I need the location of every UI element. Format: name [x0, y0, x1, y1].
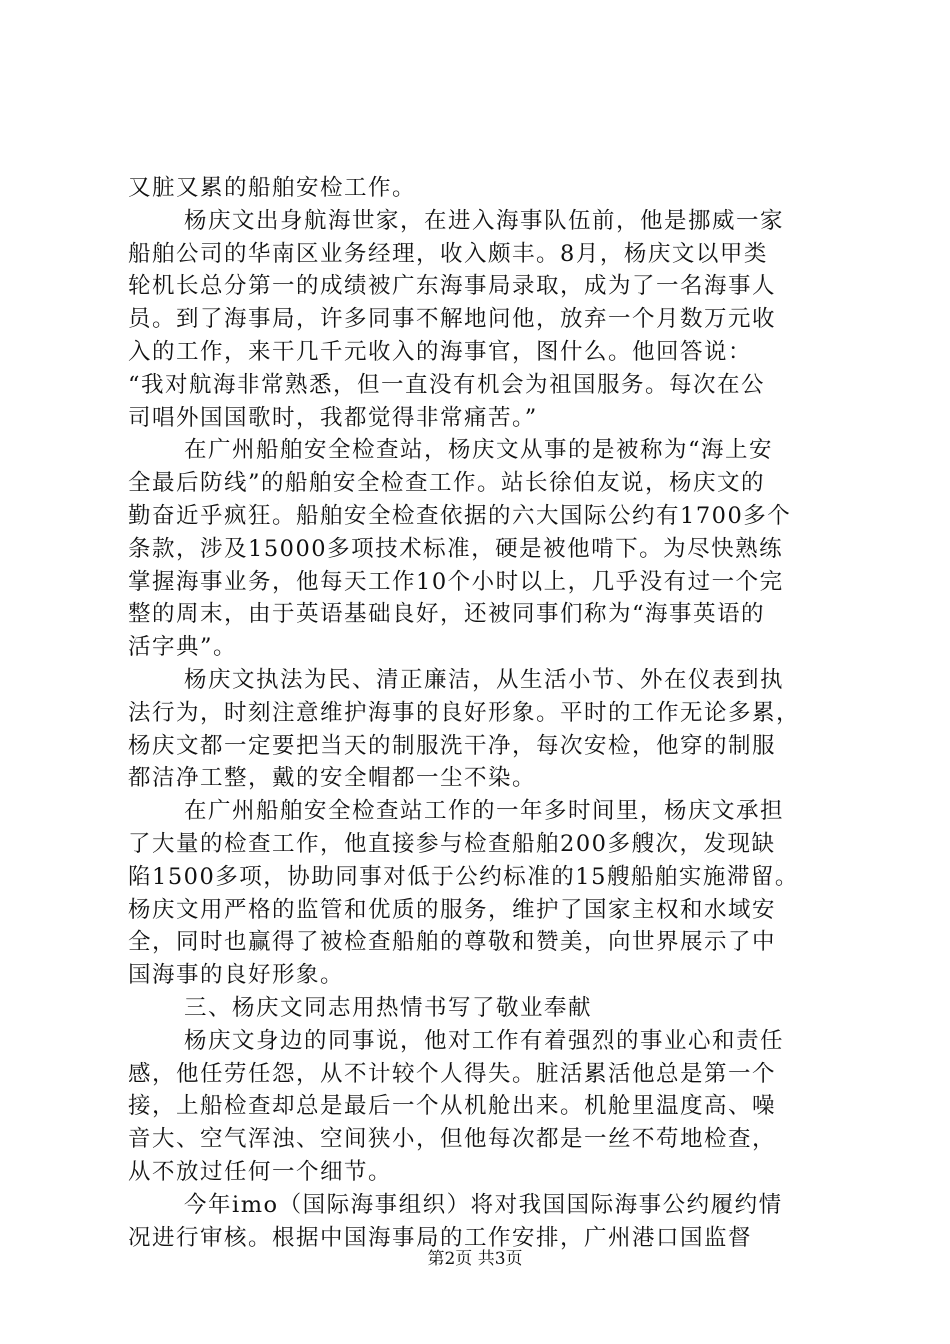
- text-line: 入的工作，来干几千元收入的海事官，图什么。他回答说：: [128, 338, 753, 365]
- text-line: 员。到了海事局，许多同事不解地问他，放弃一个月数万元收: [128, 306, 777, 333]
- text-line: 音大、空气浑浊、空间狭小，但他每次都是一丝不苟地检查，: [128, 1126, 777, 1153]
- text-line: “我对航海非常熟悉，但一直没有机会为祖国服务。每次在公: [128, 371, 766, 398]
- text-line: 杨庆文用严格的监管和优质的服务，维护了国家主权和水域安: [128, 896, 777, 923]
- text-line: 在广州船舶安全检查站工作的一年多时间里，杨庆文承担: [184, 798, 785, 825]
- text-line: 司唱外国国歌时，我都觉得非常痛苦。”: [128, 404, 538, 431]
- text-line: 感，他任劳任怨，从不计较个人得失。脏活累活他总是第一个: [128, 1060, 777, 1087]
- page-footer: 第2页 共3页: [427, 1249, 523, 1269]
- text-line: 船舶公司的华南区业务经理，收入颇丰。8月，杨庆文以甲类: [128, 240, 768, 267]
- text-line: 在广州船舶安全检查站，杨庆文从事的是被称为“海上安: [184, 437, 774, 464]
- text-line: 全最后防线”的船舶安全检查工作。站长徐伯友说，杨庆文的: [128, 470, 766, 497]
- text-line: 了大量的检查工作，他直接参与检查船舶200多艘次，发现缺: [128, 830, 776, 857]
- text-line: 国海事的良好形象。: [128, 962, 345, 989]
- text-line: 从不放过任何一个细节。: [128, 1158, 393, 1185]
- text-line: 杨庆文出身航海世家，在进入海事队伍前，他是挪威一家: [184, 207, 785, 234]
- text-line: 活字典”。: [128, 634, 238, 661]
- text-line: 勤奋近乎疯狂。船舶安全检查依据的六大国际公约有1700多个: [128, 502, 792, 529]
- text-line: 条款，涉及15000多项技术标准，硬是被他啃下。为尽快熟练: [128, 535, 784, 562]
- text-line: 杨庆文执法为民、清正廉洁，从生活小节、外在仪表到执: [184, 666, 785, 693]
- text-line: 整的周末，由于英语基础良好，还被同事们称为“海事英语的: [128, 601, 766, 628]
- text-line: 轮机长总分第一的成绩被广东海事局录取，成为了一名海事人: [128, 273, 777, 300]
- text-line: 杨庆文都一定要把当天的制服洗干净，每次安检，他穿的制服: [128, 732, 777, 759]
- text-line: 全，同时也赢得了被检查船舶的尊敬和赞美，向世界展示了中: [128, 929, 777, 956]
- text-line: 杨庆文身边的同事说，他对工作有着强烈的事业心和责任: [184, 1027, 785, 1054]
- text-line: 今年imo（国际海事组织）将对我国国际海事公约履约情: [184, 1191, 783, 1218]
- text-line: 都洁净工整，戴的安全帽都一尘不染。: [128, 765, 537, 792]
- text-line: 况进行审核。根据中国海事局的工作安排，广州港口国监督: [128, 1224, 753, 1251]
- document-body: [128, 172, 828, 1254]
- text-line: 掌握海事业务，他每天工作10个小时以上，几乎没有过一个完: [128, 568, 784, 595]
- text-line: 接，上船检查却总是最后一个从机舱出来。机舱里温度高、噪: [128, 1093, 777, 1120]
- text-line: 又脏又累的船舶安检工作。: [128, 175, 417, 201]
- text-line: 陷1500多项，协助同事对低于公约标准的15艘船舶实施滞留。: [128, 863, 799, 890]
- text-line: 三、杨庆文同志用热情书写了敬业奉献: [184, 994, 593, 1021]
- text-line: 法行为，时刻注意维护海事的良好形象。平时的工作无论多累，: [128, 699, 801, 726]
